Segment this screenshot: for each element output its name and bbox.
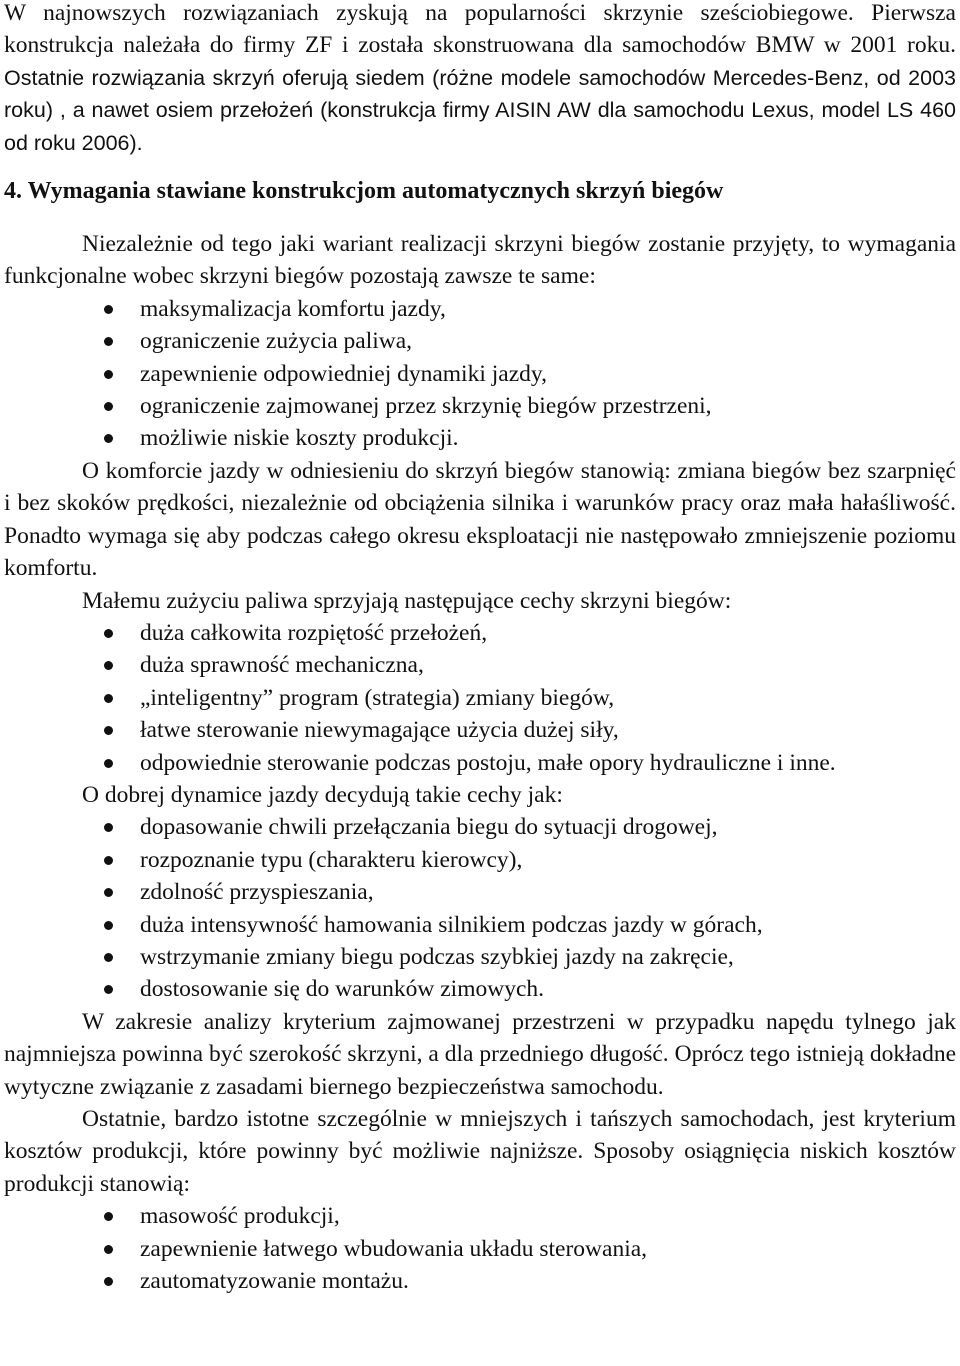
- list-item: [4, 358, 956, 390]
- list-item-text: „inteligentny” program (strategia) zmiany biegów,: [140, 684, 615, 711]
- list-item-text: masowość produkcji,: [140, 1203, 340, 1230]
- bullet-icon: [104, 629, 113, 638]
- list-item: [4, 909, 956, 941]
- list-item: [4, 973, 956, 1005]
- paragraph-costs: Ostatnie, bardzo istotne szczególnie w mniejszych i tańszych samochodach, jest kryterium kosztów produkcji, które powinny być możliwie najniższe. Sposoby osiągnięcia niskich kosztów produkcji stanowią:: [4, 1106, 956, 1197]
- dynamics-features-list: [4, 811, 956, 1005]
- list-item: [4, 1200, 956, 1232]
- bullet-icon: [104, 888, 113, 897]
- bullet-icon: [104, 953, 113, 962]
- bullet-icon: [104, 823, 113, 832]
- list-item: [4, 1233, 956, 1265]
- bullet-icon: [104, 1277, 113, 1286]
- list-item-text: dostosowanie się do warunków zimowych.: [140, 976, 544, 1003]
- costs-list: [4, 1200, 956, 1297]
- paragraph-dynamics: O dobrej dynamice jazdy decydują takie cechy jak:: [82, 781, 563, 808]
- list-item: [4, 941, 956, 973]
- bullet-icon: [104, 1245, 113, 1254]
- bullet-icon: [104, 434, 113, 443]
- list-item-text: duża całkowita rozpiętość przełożeń,: [140, 619, 488, 646]
- section-heading: 4. Wymagania stawiane konstrukcjom automatycznych skrzyń biegów: [4, 178, 724, 205]
- list-item-text: maksymalizacja komfortu jazdy,: [140, 295, 446, 322]
- bullet-icon: [104, 726, 113, 735]
- bullet-icon: [104, 370, 113, 379]
- bullet-icon: [104, 337, 113, 346]
- fuel-features-list: [4, 617, 956, 779]
- list-item-text: możliwie niskie koszty produkcji.: [140, 425, 459, 452]
- list-item-text: zapewnienie odpowiedniej dynamiki jazdy,: [140, 360, 547, 387]
- list-item: [4, 422, 956, 454]
- bullet-icon: [104, 661, 113, 670]
- list-item-text: wstrzymanie zmiany biegu podczas szybkiej jazdy na zakręcie,: [140, 943, 734, 970]
- list-item-text: zapewnienie łatwego wbudowania układu sterowania,: [140, 1235, 648, 1262]
- list-item: [4, 325, 956, 357]
- document-page: [4, 0, 956, 1297]
- paragraph-fuel: Małemu zużyciu paliwa sprzyjają następujące cechy skrzyni biegów:: [82, 587, 732, 614]
- bullet-icon: [104, 985, 113, 994]
- paragraph-comfort: O komforcie jazdy w odniesieniu do skrzyń biegów stanowią: zmiana biegów bez szarpnięć i bez skoków prędkości, niezależnie od obciążenia silnika i warunków pracy oraz mała hałaśliwość. Ponadto wymaga się aby podczas całego okresu eksploatacji nie następowało zmniejszenie poziomu komfortu.: [4, 457, 956, 582]
- list-item-text: rozpoznanie typu (charakteru kierowcy),: [140, 846, 523, 873]
- paragraph-requirements: Niezależnie od tego jaki wariant realizacji skrzyni biegów zostanie przyjęty, to wymagania funkcjonalne wobec skrzyni biegów pozostają zawsze te same:: [4, 231, 956, 290]
- list-item: [4, 390, 956, 422]
- list-item-text: ograniczenie zużycia paliwa,: [140, 328, 413, 355]
- bullet-icon: [104, 1212, 113, 1221]
- list-item: [4, 649, 956, 681]
- intro-text-3: Ostatnie rozwiązania skrzyń oferują siedem (różne modele samochodów Mercedes-Benz, od 2003 roku) , a nawet osiem przełożeń (konstrukcja firmy AISIN AW dla samochodu Lexus, model LS 460 od roku 2006).: [4, 65, 956, 155]
- paragraph-space: W zakresie analizy kryterium zajmowanej przestrzeni w przypadku napędu tylnego jak najmniejsza powinna być szerokość skrzyni, a dla przedniego długość. Oprócz tego istnieją dokładne wytyczne związanie z zasadami biernego bezpieczeństwa samochodu.: [4, 1008, 956, 1100]
- list-item: [4, 293, 956, 325]
- list-item-text: zautomatyzowanie montażu.: [140, 1268, 409, 1295]
- list-item-text: duża sprawność mechaniczna,: [140, 652, 424, 679]
- list-item-text: dopasowanie chwili przełączania biegu do sytuacji drogowej,: [140, 814, 718, 841]
- requirements-list: [4, 293, 956, 455]
- bullet-icon: [104, 402, 113, 411]
- bullet-icon: [104, 856, 113, 865]
- intro-text-2: Pierwsza konstrukcja należała do firmy ZF i została skonstruowana dla samochodów BMW w 2001 roku.: [4, 0, 956, 59]
- list-item-text: zdolność przyspieszania,: [140, 879, 374, 906]
- list-item: [4, 747, 956, 779]
- bullet-icon: [104, 694, 113, 703]
- list-item: [4, 1265, 956, 1297]
- bullet-icon: [104, 305, 113, 314]
- list-item-text: duża intensywność hamowania silnikiem podczas jazdy w górach,: [140, 911, 763, 938]
- intro-paragraph: [4, 0, 956, 159]
- intro-text-1: W najnowszych rozwiązaniach zyskują na popularności skrzynie sześciobiegowe.: [4, 0, 854, 26]
- list-item-text: odpowiednie sterowanie podczas postoju, małe opory hydrauliczne i inne.: [140, 749, 836, 776]
- list-item: [4, 844, 956, 876]
- list-item: [4, 876, 956, 908]
- bullet-icon: [104, 921, 113, 930]
- list-item: [4, 682, 956, 714]
- list-item: [4, 714, 956, 746]
- list-item-text: łatwe sterowanie niewymagające użycia dużej siły,: [140, 717, 619, 744]
- bullet-icon: [104, 759, 113, 768]
- list-item: [4, 811, 956, 843]
- list-item-text: ograniczenie zajmowanej przez skrzynię biegów przestrzeni,: [140, 393, 712, 420]
- list-item: [4, 617, 956, 649]
